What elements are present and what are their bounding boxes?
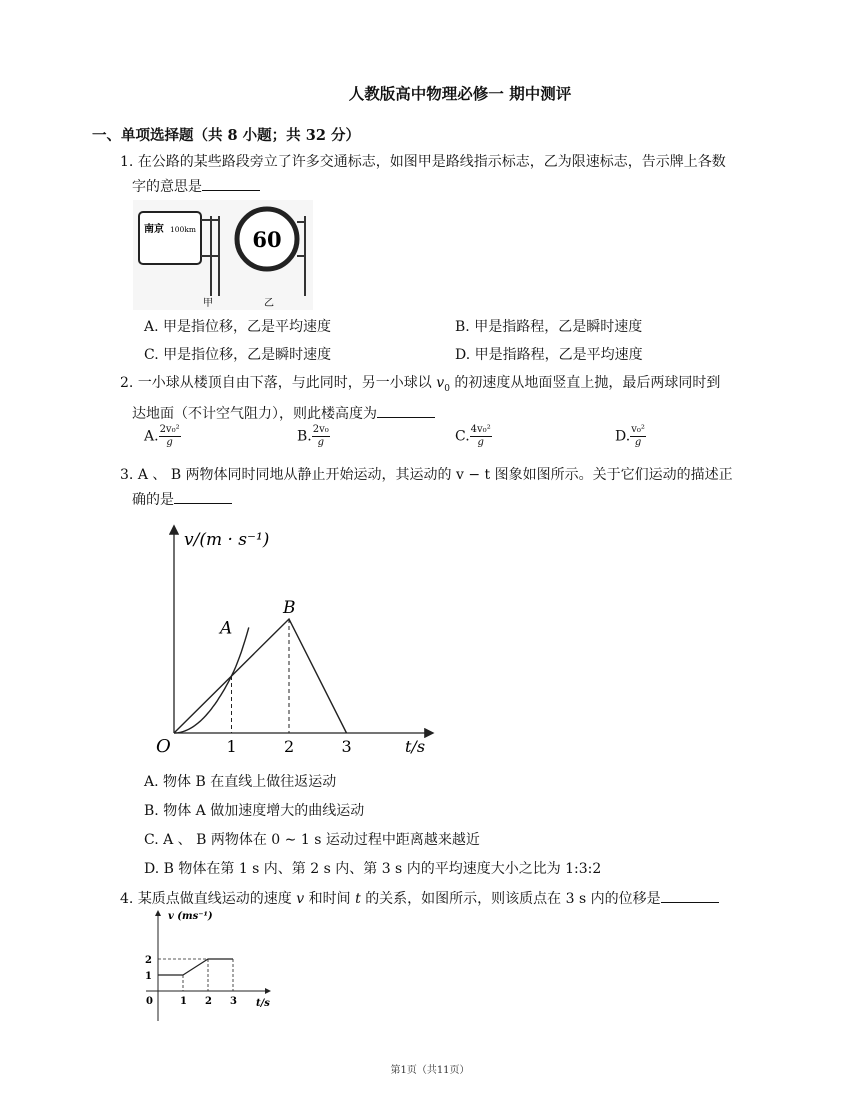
velocity-line — [158, 959, 233, 975]
q4-text-a: 某质点做直线运动的速度 — [137, 891, 292, 907]
speed-limit-value: 60 — [252, 227, 282, 252]
q1-option-c[interactable]: C. 甲是指位移，乙是瞬时速度 — [144, 347, 332, 363]
origin-label: 0 — [146, 996, 153, 1007]
frac-num: 2v₀² — [159, 424, 180, 435]
series-b-line — [174, 619, 347, 733]
vt-graph-q4 — [140, 905, 280, 1025]
q2-text-b: 的初速度从地面竖直上抛，最后两球同时到 — [454, 375, 721, 391]
answer-blank — [202, 176, 260, 191]
q3-option-c[interactable]: C. A 、 B 两物体在 0 ∼ 1 s 运动过程中距离越来越近 — [144, 832, 480, 848]
page-title: 人教版高中物理必修一 期中测评 — [348, 84, 572, 103]
q4-v: v — [296, 891, 305, 907]
q1-option-b[interactable]: B. 甲是指路程，乙是瞬时速度 — [455, 319, 643, 335]
q1-number: 1. — [120, 154, 134, 170]
vt-graph-ab — [150, 515, 450, 760]
traffic-signs-figure — [133, 200, 313, 310]
q2-option-b[interactable] — [297, 424, 330, 449]
x-axis-label: t/s — [405, 737, 426, 756]
q2-number: 2. — [120, 375, 134, 391]
x-tick-label: 1 — [226, 737, 237, 756]
q3-option-a[interactable]: A. 物体 B 在直线上做往返运动 — [144, 774, 337, 790]
q4-number: 4. — [120, 891, 134, 907]
q4-t: t — [355, 891, 361, 907]
series-b-label: B — [283, 598, 296, 618]
x-tick-label: 3 — [230, 996, 237, 1007]
q3-option-d[interactable]: D. B 物体在第 1 s 内、第 2 s 内、第 3 s 内的平均速度大小之比为 1:3:2 — [144, 861, 602, 877]
q4-text-c: 的关系，如图所示，则该质点在 3 s 内的位移是 — [365, 891, 661, 907]
q3-text-line1: A 、 B 两物体同时同地从静止开始运动，其运动的 v − t 图象如图所示。关于它们运动的描述正 — [137, 467, 733, 483]
label-jia: 甲 — [203, 298, 213, 309]
question-1 — [120, 150, 770, 200]
option-label: D. — [615, 428, 631, 445]
answer-blank — [377, 403, 435, 418]
q1-text-line2: 字的意思是 — [132, 179, 202, 195]
y-tick-label: 2 — [145, 955, 152, 966]
question-2 — [120, 371, 770, 427]
q2-option-d[interactable] — [615, 424, 646, 449]
q2-v0: v — [436, 375, 445, 391]
q4-text-b: 和时间 — [308, 891, 351, 907]
frac-num: 4v₀² — [470, 424, 491, 435]
q2-option-a[interactable] — [144, 424, 181, 449]
y-axis-label: v (ms⁻¹) — [168, 911, 213, 922]
y-axis-label: v/(m · s⁻¹) — [184, 530, 270, 550]
y-tick-label: 1 — [145, 971, 152, 982]
q2-text-line2: 达地面（不计空气阻力），则此楼高度为 — [132, 405, 377, 422]
q1-option-a[interactable]: A. 甲是指位移，乙是平均速度 — [144, 319, 332, 335]
q1-text-line1: 在公路的某些路段旁立了许多交通标志，如图甲是路线指示标志，乙为限速标志，告示牌上各数 — [137, 154, 726, 170]
answer-blank — [174, 489, 232, 504]
q3-text-line2: 确的是 — [132, 492, 174, 508]
option-label: C. — [455, 428, 470, 445]
sign-distance: 100km — [170, 225, 196, 234]
frac-den: g — [166, 437, 173, 448]
series-a-line — [174, 627, 249, 733]
x-axis-label: t/s — [256, 998, 270, 1009]
x-tick-label: 2 — [205, 996, 212, 1007]
frac-den: g — [477, 437, 484, 448]
x-tick-label: 2 — [284, 737, 295, 756]
label-yi: 乙 — [264, 298, 274, 309]
origin-label: O — [156, 736, 171, 757]
option-label: A. — [144, 428, 159, 445]
section-heading: 一、单项选择题（共 8 小题；共 32 分） — [92, 127, 360, 144]
q2-text-a: 一小球从楼顶自由下落，与此同时，另一小球以 — [137, 375, 432, 391]
route-sign — [139, 212, 201, 264]
q3-option-b[interactable]: B. 物体 A 做加速度增大的曲线运动 — [144, 803, 365, 819]
frac-num: 2v₀ — [312, 424, 329, 435]
q2-v0-sub: 0 — [444, 383, 450, 394]
frac-den: g — [317, 437, 324, 448]
question-3 — [120, 463, 770, 513]
frac-den: g — [634, 437, 642, 448]
sign-city: 南京 — [144, 224, 164, 235]
q3-number: 3. — [120, 467, 134, 483]
q1-option-d[interactable]: D. 甲是指路程，乙是平均速度 — [455, 347, 643, 363]
q2-option-c[interactable] — [455, 424, 492, 449]
page-footer: 第1页（共11页） — [390, 1065, 470, 1076]
x-tick-label: 1 — [180, 996, 187, 1007]
frac-num: v₀² — [631, 424, 645, 435]
series-a-label: A — [220, 618, 233, 639]
answer-blank — [661, 888, 719, 903]
x-tick-label: 3 — [341, 737, 352, 756]
option-label: B. — [297, 428, 312, 445]
